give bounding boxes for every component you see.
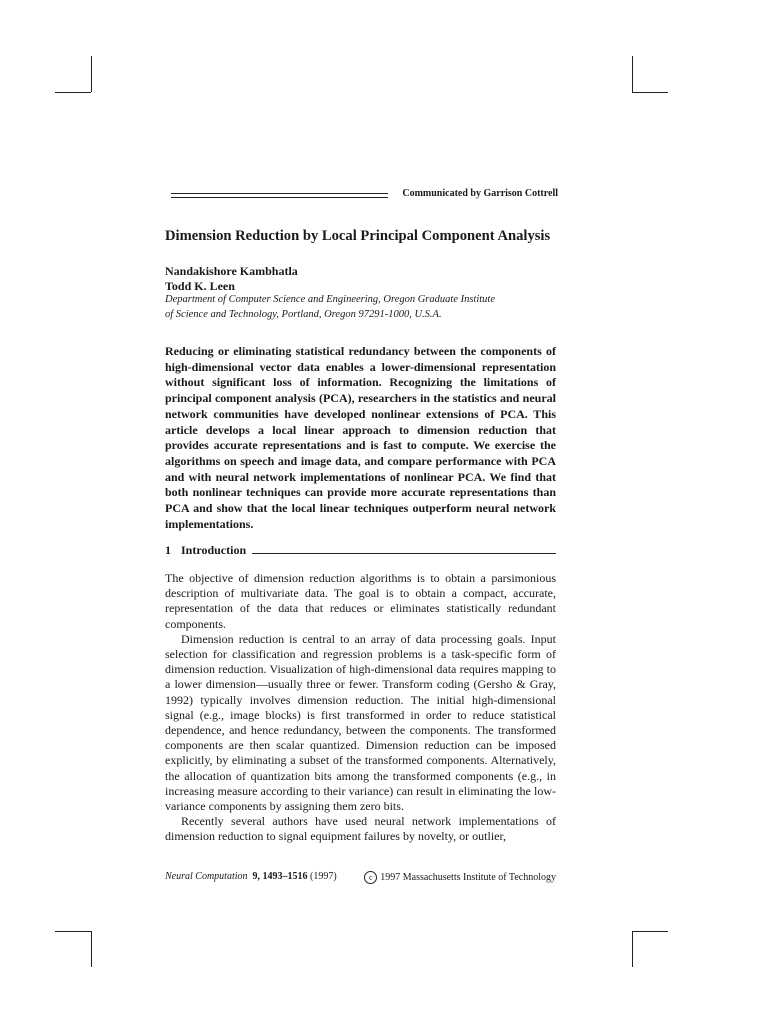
paragraph-3: Recently several authors have used neural network implementations of dimension reduction to signal equipment failures by novelty, or outlier,: [165, 814, 556, 844]
author-1: Nandakishore Kambhatla: [165, 264, 298, 278]
communicated-by: Communicated by Garrison Cottrell: [402, 188, 558, 199]
section-title: Introduction: [181, 543, 247, 557]
section-number: 1: [165, 543, 171, 557]
crop-mark-top-left-horizontal: [55, 92, 91, 93]
paragraph-1: The objective of dimension reduction algorithms is to obtain a parsimonious description of multivariate data. The goal is to obtain a compact, accurate, representation of the data that reduces or eliminates statistically redundant components.: [165, 571, 556, 631]
page-footer: [165, 871, 556, 885]
crop-mark-bottom-left-vertical: [91, 931, 92, 967]
crop-mark-bottom-right-horizontal: [632, 931, 668, 932]
crop-mark-bottom-right-vertical: [632, 931, 633, 967]
author-2: Todd K. Leen: [165, 279, 235, 293]
header-double-rule: [171, 193, 388, 198]
crop-mark-top-right-horizontal: [632, 92, 668, 93]
section-heading: [165, 543, 556, 559]
crop-mark-top-left-vertical: [91, 56, 92, 92]
section-rule: [252, 553, 556, 554]
footer-copyright-text: 1997 Massachusetts Institute of Technology: [380, 871, 556, 883]
crop-mark-bottom-left-horizontal: [55, 931, 91, 932]
abstract: Reducing or eliminating statistical redundancy between the components of high-dimensional vector data enables a lower-dimensional representation without significant loss of information. Recognizing the limitations of principal component analysis (PCA), researchers in the statistics and neural network communities have developed nonlinear extensions of PCA. This article develops a local linear approach to dimension reduction that provides accurate representations and is fast to compute. We exercise the algorithms on speech and image data, and compare performance with PCA and with neural network implementations of nonlinear PCA. We find that both nonlinear techniques can provide more accurate representations than PCA and show that the local linear techniques outperform neural network implementations.: [165, 344, 556, 531]
crop-mark-top-right-vertical: [632, 56, 633, 92]
footer-copyright: [364, 871, 556, 884]
body-text: [165, 571, 556, 845]
affiliation-line-1: Department of Computer Science and Engineering, Oregon Graduate Institute: [165, 294, 496, 305]
copyright-icon: c: [364, 871, 377, 884]
footer-volume: 9, 1493–1516: [252, 871, 308, 882]
footer-journal: Neural Computation: [165, 871, 248, 882]
affiliation-line-2: of Science and Technology, Portland, Oregon 97291-1000, U.S.A.: [165, 309, 442, 320]
communicated-header: [171, 188, 558, 204]
footer-year: (1997): [310, 871, 337, 882]
paper-title: Dimension Reduction by Local Principal Component Analysis: [165, 228, 551, 244]
paragraph-2: Dimension reduction is central to an array of data processing goals. Input selection for classification and regression problems is a task-specific form of dimension reduction. Visualization of high-dimensional data requires mapping to a lower dimension—usually three or fewer. Transform coding (Gersho & Gray, 1992) typically involves dimension reduction. The initial high-dimensional signal (e.g., image blocks) is first transformed in order to reduce statistical dependence, and hence redundancy, between the components. The transformed components are then scalar quantized. Dimension reduction can be imposed explicitly, by eliminating a subset of the transformed components. Alternatively, the allocation of quantization bits among the transformed components (e.g., in increasing measure according to their variance) can result in eliminating the low-variance components by assigning them zero bits.: [165, 631, 556, 814]
